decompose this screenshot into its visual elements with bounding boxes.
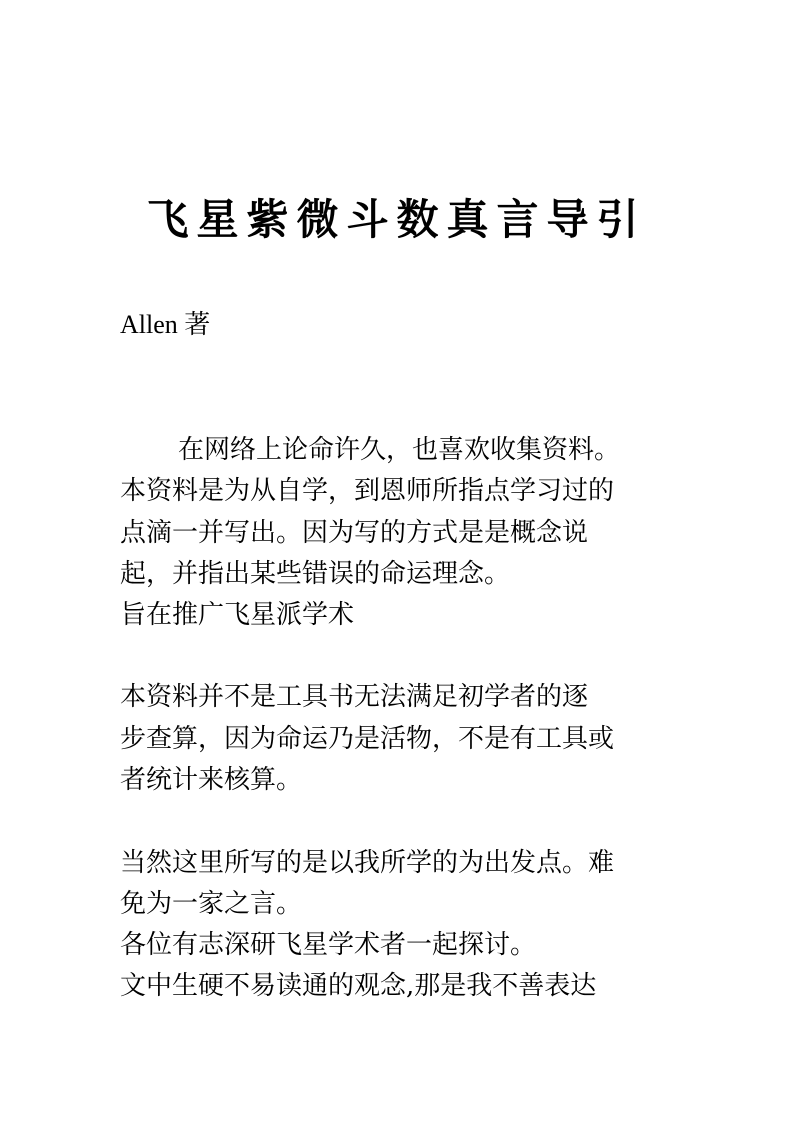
paragraph-line: 当然这里所写的是以我所学的为出发点。难: [120, 848, 615, 878]
paragraph-line: 在网络上论命许久，也喜欢收集资料。: [178, 435, 621, 465]
paragraph-line: 步查算，因为命运乃是活物，不是有工具或: [120, 724, 615, 754]
paragraph-line: 点滴一并写出。因为写的方式是是概念说: [120, 518, 589, 548]
paragraph-line: 起，并指出某些错误的命运理念。: [120, 559, 511, 589]
document-title: 飞星紫微斗数真言导引: [146, 195, 647, 244]
paragraph-line: 免为一家之言。: [120, 889, 303, 919]
author-line: Allen 著: [120, 310, 211, 339]
paragraph-line: 旨在推广飞星派学术: [120, 600, 355, 630]
paragraph-line: 文中生硬不易读通的观念,那是我不善表达: [120, 971, 597, 1001]
paragraph-line: 本资料并不是工具书无法满足初学者的逐: [120, 682, 589, 712]
paragraph-line: 者统计来核算。: [120, 765, 303, 795]
paragraph-line: 本资料是为从自学，到恩师所指点学习过的: [120, 476, 615, 506]
paragraph-line: 各位有志深研飞星学术者一起探讨。: [120, 930, 537, 960]
